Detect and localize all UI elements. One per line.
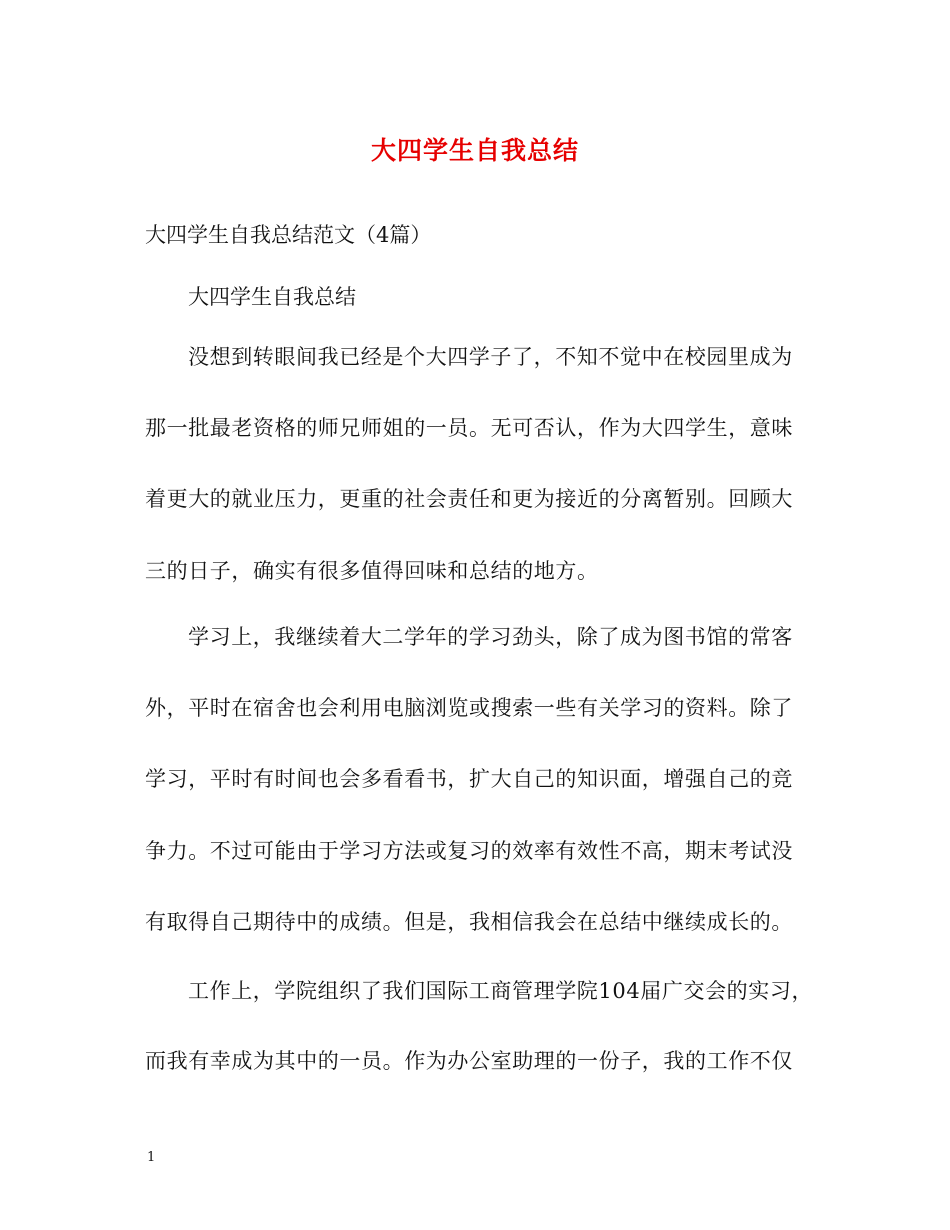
body-line: 没想到转眼间我已经是个大四学子了，不知不觉中在校园里成为: [188, 345, 793, 369]
body-line: 学习上，我继续着大二学年的学习劲头，除了成为图书馆的常客: [188, 625, 793, 649]
body-line: 三的日子，确实有很多值得回味和总结的地方。: [145, 559, 599, 583]
body-line: 那一批最老资格的师兄师姐的一员。无可否认，作为大四学生，意味: [145, 416, 793, 440]
page-number: 1: [147, 1150, 156, 1165]
body-line: 有取得自己期待中的成绩。但是，我相信我会在总结中继续成长的。: [145, 910, 793, 934]
body-line: 而我有幸成为其中的一员。作为办公室助理的一份子，我的工作不仅: [145, 1049, 793, 1073]
body-line: 争力。不过可能由于学习方法或复习的效率有效性不高，期末考试没: [145, 839, 793, 863]
document-subtitle: 大四学生自我总结范文（4篇）: [145, 223, 432, 247]
body-line: 工作上，学院组织了我们国际工商管理学院104届广交会的实习，: [188, 979, 814, 1003]
section-heading: 大四学生自我总结: [188, 285, 356, 309]
document-title: 大四学生自我总结: [370, 136, 579, 165]
body-line: 外，平时在宿舍也会利用电脑浏览或搜索一些有关学习的资料。除了: [145, 696, 793, 720]
body-line: 着更大的就业压力，更重的社会责任和更为接近的分离暂别。回顾大: [145, 487, 793, 511]
body-line: 学习，平时有时间也会多看看书，扩大自己的知识面，增强自己的竞: [145, 767, 793, 791]
